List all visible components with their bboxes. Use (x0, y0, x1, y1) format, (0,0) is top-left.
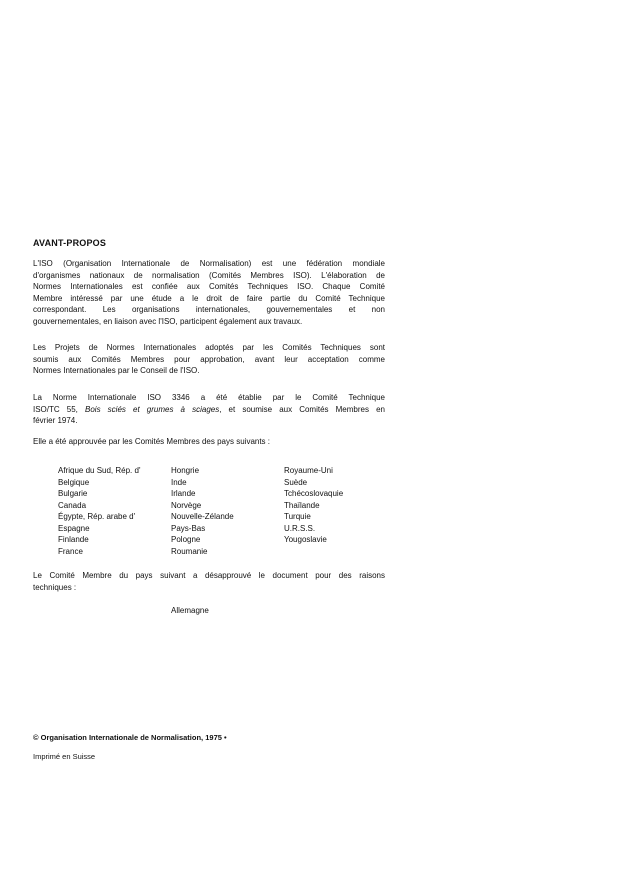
country-item: Suède (284, 477, 308, 487)
committee-ref: ISO/TC 55, (33, 404, 78, 414)
country-item: Espagne (58, 523, 90, 533)
country-item: Bulgarie (58, 489, 88, 498)
text-line: soumis aux Comités Membres pour approbation, avant leur acceptation comme (33, 354, 385, 364)
paragraph-draft-approval (33, 342, 385, 377)
paragraph-iso-intro (33, 258, 385, 327)
country-column-1 (58, 465, 140, 557)
country-item: Roumanie (171, 546, 208, 556)
paragraph-standard-origin (33, 392, 385, 427)
section-heading: AVANT-PROPOS (33, 238, 107, 248)
text-line: Normes Internationales est confiée aux Comités Techniques ISO. Chaque Comité (33, 282, 385, 291)
country-item: U.R.S.S. (284, 523, 316, 533)
text-line: février 1974. (33, 416, 78, 425)
country-item: Belgique (58, 477, 90, 487)
country-item: Royaume-Uni (284, 466, 333, 475)
country-item: Pologne (171, 535, 201, 544)
country-column-2 (171, 465, 234, 557)
country-item: Norvège (171, 500, 202, 510)
text-line: d'organismes nationaux de normalisation (Comités Membres ISO). L'élaboration de (33, 270, 385, 280)
text-line: La Norme Internationale ISO 3346 a été établie par le Comité Technique (33, 393, 385, 402)
text-line: gouvernementales, en liaison avec l'ISO, participent également aux travaux. (33, 316, 303, 326)
text-line: techniques : (33, 582, 77, 592)
printed-in-notice: Imprimé en Suisse (33, 752, 96, 761)
country-item: Turquie (284, 512, 311, 521)
text-line: L'ISO (Organisation Internationale de Normalisation) est une fédération mondiale (33, 259, 385, 268)
paragraph-approval-intro (33, 436, 385, 448)
country-item: Finlande (58, 535, 89, 544)
text-line: correspondant. Les organisations internationales, gouvernementales et non (33, 305, 385, 314)
country-item: Égypte, Rép. arabe d' (58, 512, 136, 521)
paragraph-disapproval (33, 570, 385, 593)
country-item: Thaïlande (284, 500, 320, 510)
country-item: Nouvelle-Zélande (171, 512, 234, 521)
country-item: Afrique du Sud, Rép. d' (58, 466, 141, 475)
text-line (33, 404, 385, 416)
country-item: Hongrie (171, 466, 200, 475)
committee-title: Bois sciés et grumes à sciages (85, 404, 220, 414)
text-line: Normes Internationales par le Conseil de l'ISO. (33, 366, 200, 375)
disapproving-country: Allemagne (171, 606, 209, 615)
text-line: Le Comité Membre du pays suivant a désapprouvé le document pour des raisons (33, 571, 385, 580)
country-item: France (58, 546, 83, 556)
country-item: Pays-Bas (171, 523, 206, 533)
country-column-3 (284, 465, 343, 546)
country-item: Irlande (171, 489, 196, 498)
text-line: Elle a été approuvée par les Comités Membres des pays suivants : (33, 437, 271, 446)
country-item: Yougoslavie (284, 535, 327, 544)
text-line: Les Projets de Normes Internationales adoptés par les Comités Techniques sont (33, 343, 385, 352)
text-fragment: , et soumise aux Comités Membres en (219, 404, 385, 414)
text-line: Membre intéressé par une étude a le droit de faire partie du Comité Technique (33, 293, 385, 303)
country-item: Inde (171, 477, 187, 487)
country-item: Tchécoslovaquie (284, 489, 344, 498)
copyright-notice: © Organisation Internationale de Normalisation, 1975 • (33, 733, 227, 742)
country-item: Canada (58, 500, 87, 510)
